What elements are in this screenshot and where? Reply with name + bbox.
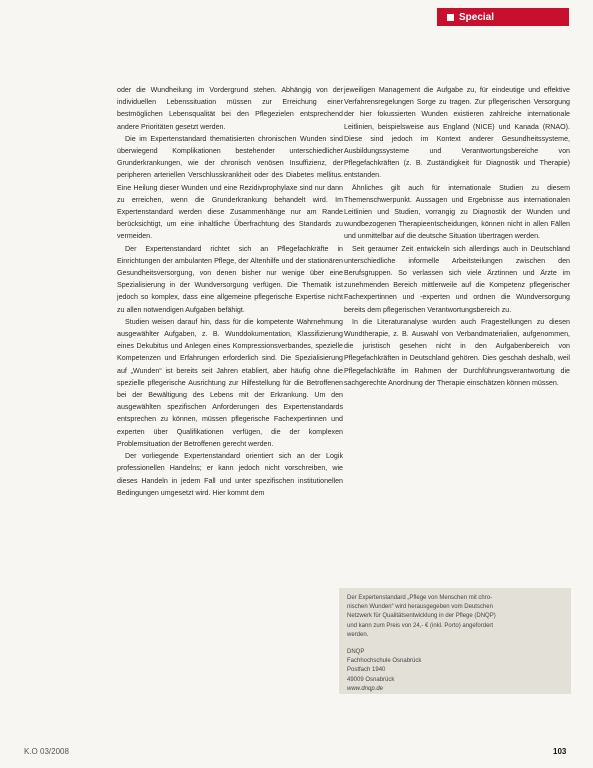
paragraph: oder die Wundheilung im Vordergrund stehen. Abhängig von der individuellen Lebenssituation müssen zur Erreichung einer bestmöglichen Lebensqualität bei den Pflegezielen entsprechend andere Prioritäten gesetzt werden. [117,86,343,131]
section-tag [437,8,569,26]
address-line: Postfach 1940 [347,667,386,674]
page-number: 103 [553,747,567,756]
website-link[interactable]: www.dnqp.de [347,685,384,692]
paragraph: Ähnliches gilt auch für internationale Studien zu diesem Themenschwerpunkt. Aussagen und Ergebnisse aus internationalen Leitlinien und Studien, vorrangig zu Diagnostik der Wunden und wundbezogenen Therapieentscheidungen, können nicht in allen Fällen und unmittelbar auf die deutsche Situation übertragen werden. [344,183,570,241]
info-box [339,588,571,694]
square-icon [447,14,454,21]
info-line: Netzwerk für Qualitätsentwicklung in der Pflege (DNQP) [347,613,496,620]
paragraph: Der vorliegende Expertenstandard orientiert sich an der Logik professionellen Handelns; er kann jedoch nicht vorschreiben, wie dieses Handeln in jedem Fall und unter spezifischen institutionellen Bedingungen umgesetzt wird. Hier kommt dem [117,452,343,497]
paragraph: In die Literaturanalyse wurden auch Fragestellungen zu diesen Wundtherapie, z. B. Auswahl von Verbandmaterialien, aufgenommen, die juristisch gesehen nicht in den Aufgabenbereich von Pflegefachkräften in Deutschland gehören. Dies geschah deshalb, weil Pflegefachkräfte im Rahmen der Durchführungsverantwortung die sachgerechte Anordnung der Therapie einschätzen können müssen. [344,317,570,387]
paragraph: Studien weisen darauf hin, dass für die kompetente Wahrnehmung ausgewählter Aufgaben, z. B. Wunddokumentation, Klassifizierung eines Dekubitus und Anlegen eines Kompressionsverbandes, spezielle Kompetenzen und Erfahrungen erforderlich sind. Die Spezialisierung auf „Wunden“ ist bereits seit Jahren etabliert, aber häufig ohne die spezielle pflegerische Ausrichtung zur Hilfestellung für die Betroffenen bei der Bewältigung des Lebens mit der Erkrankung. Um den ausgewählten spezifischen Anforderungen des Expertenstandards entsprechen zu können, müssen pflegerische Fachexpertinnen und experten über Qualifikationen verfügen, die der komplexen Problemsituation der Betroffenen gerecht werden. [117,317,343,448]
address-line: 49009 Osnabrück [347,676,395,683]
issue-label: K.O 03/2008 [24,747,69,756]
info-line: Der Expertenstandard „Pflege von Menschen mit chro- [347,595,493,601]
info-line: und kann zum Preis von 24,- € (inkl. Porto) angefordert [347,622,494,629]
info-line: nischen Wunden“ wird herausgegeben vom Deutschen [347,604,493,611]
paragraph: Der Expertenstandard richtet sich an Pflegefachkräfte in Einrichtungen der ambulanten Pflege, der Altenhilfe und der stationären Gesundheitsversorgung, von denen bisher nur wenige über eine Spezialisierung in der Wundversorgung verfügen. Die Thematik ist jedoch so komplex, dass eine allgemeine pflegerische Expertise nicht zu allen notwendigen Aufgaben befähigt. [117,244,343,314]
info-box-address [347,648,563,694]
info-box-text [347,594,563,640]
paragraph: Seit geraumer Zeit entwickeln sich allerdings auch in Deutschland unterschiedliche informelle Arbeitsteilungen zwischen den Berufsgruppen. So verlassen sich viele Ärztinnen und Ärzte im zunehmenden Bereich mittlerweile auf die Kompetenz pflegerischer Fachexpertinnen und -experten und ordnen die Wundversorgung bereits dem pflegerischen Verantwortungsbereich zu. [344,244,570,314]
address-line: DNQP [347,649,365,656]
paragraph: jeweiligen Management die Aufgabe zu, für eindeutige und effektive Verfahrensregelungen Sorge zu tragen. Zur pflegerischen Versorgung der hier fokussierten Wunden existieren zahlreiche internationale Leitlinien, beispielsweise aus England (NICE) und Kanada (RNAO). Diese sind jedoch im Kontext anderer Gesundheitssysteme, Ausbildungssysteme und Verantwortungsbereiche von Pflegefachkräften (z. B. Zuständigkeit für Diagnostik und Therapie) entstanden. [344,86,570,180]
paragraph: Die im Expertenstandard thematisierten chronischen Wunden sind überwiegend Komplikationen bestehender unterschiedlicher Grunderkrankungen, wie der chronisch venösen Insuffizienz, der peripheren arteriellen Verschlusskrankheit oder des Diabetes mellitus. Eine Heilung dieser Wunden und eine Rezidivprophylaxe sind nur dann zu erreichen, wenn die Grunderkrankung behandelt wird. Im Expertenstandard werden diese Zusammenhänge nur am Rande berücksichtigt, um eine inhaltliche Überfrachtung des Standards zu vermeiden. [117,134,343,241]
text-column-left [117,84,343,499]
info-line: werden. [347,631,369,638]
address-line: Fachhochschule Osnabrück [347,658,422,665]
text-column-right [344,84,570,389]
section-tag-label: Special [459,11,495,23]
